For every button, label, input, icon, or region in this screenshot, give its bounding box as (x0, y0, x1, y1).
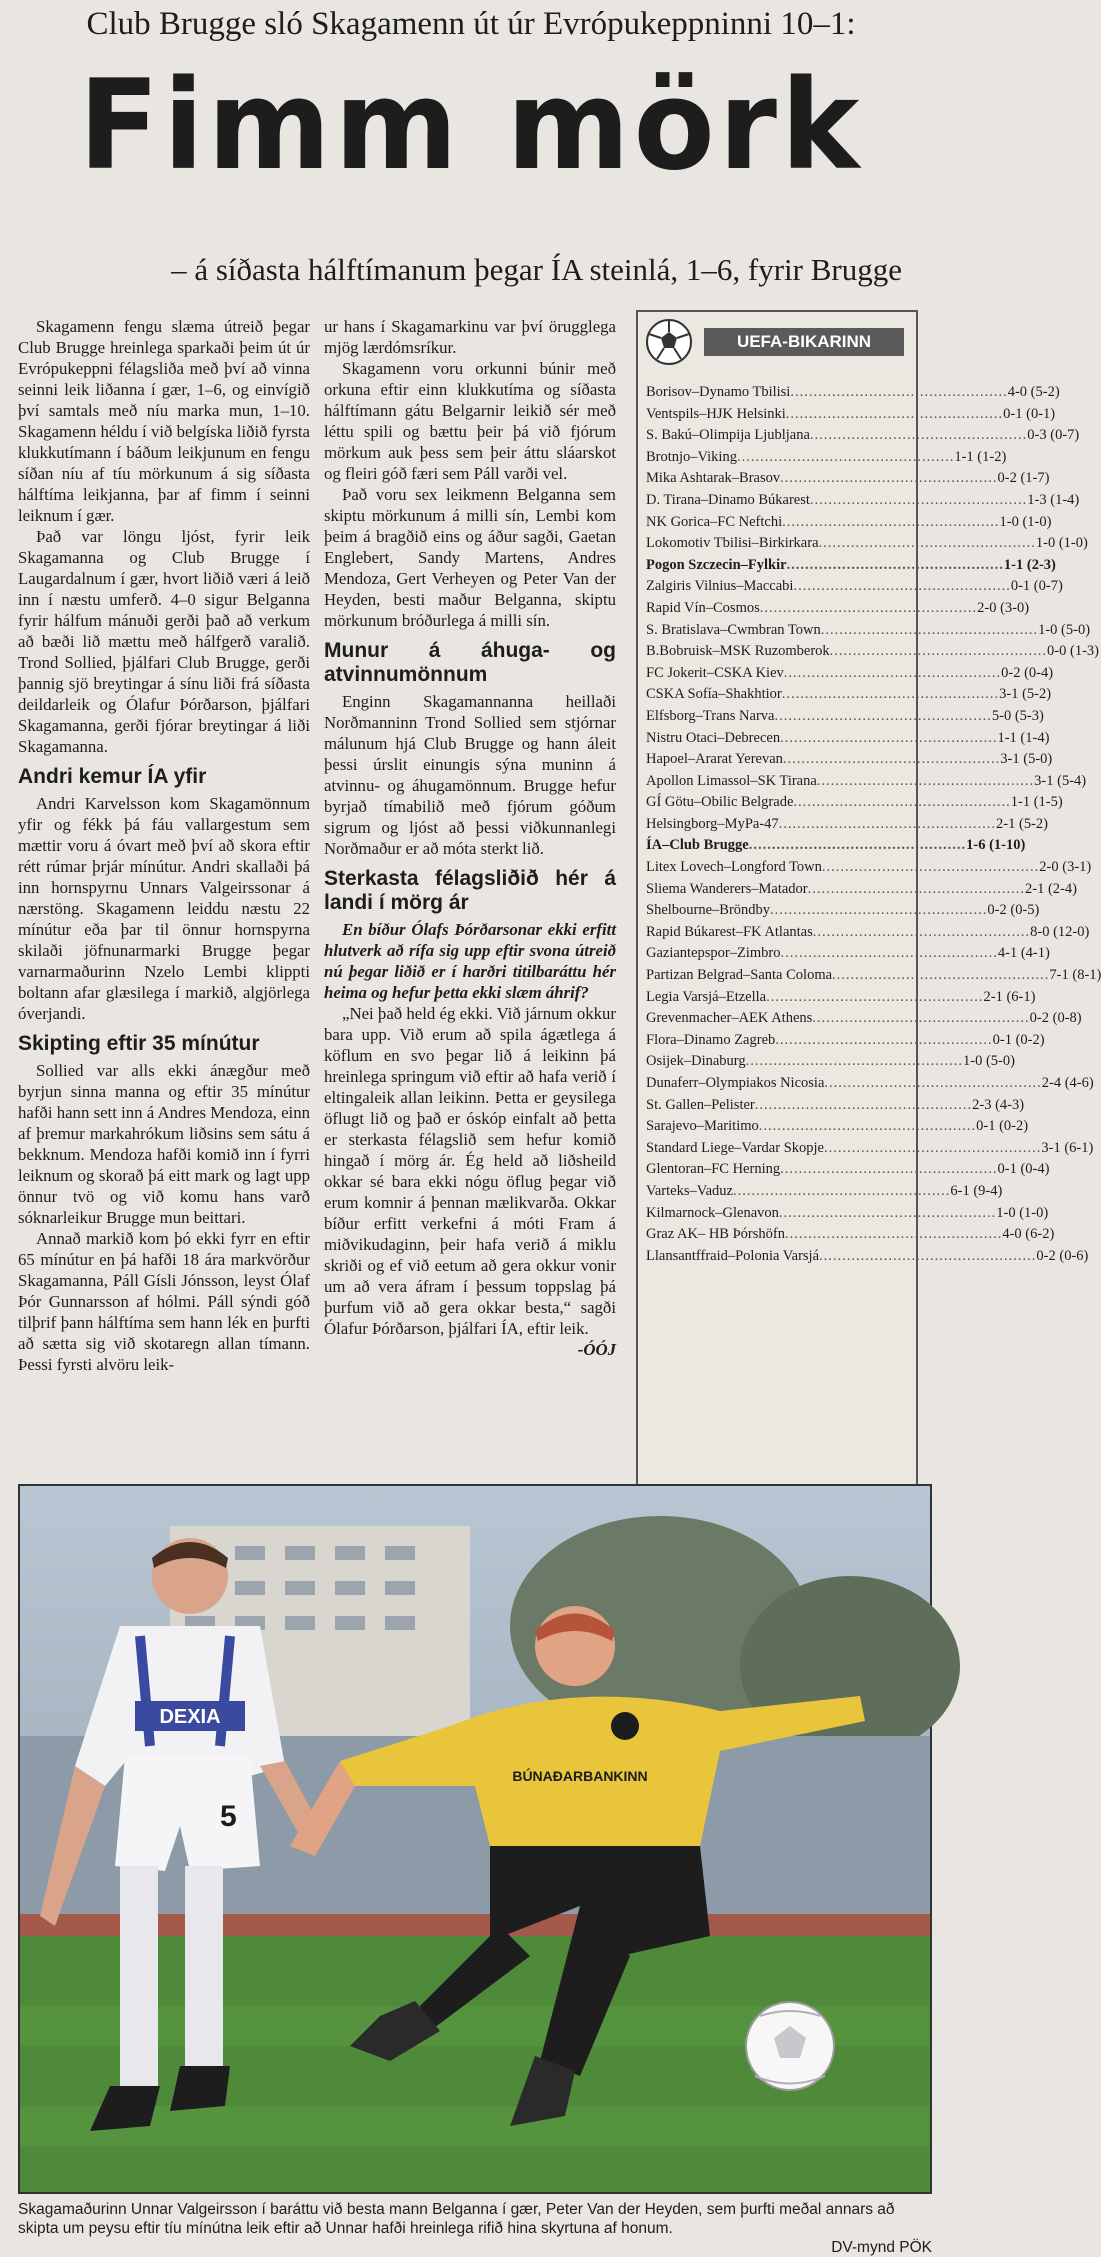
result-score: 1-1 (1-4) (997, 729, 1050, 746)
result-match: Llansantffraid–Polonia Varsjá (646, 1247, 820, 1264)
dot-leader (782, 512, 999, 534)
dot-leader (755, 1095, 972, 1117)
result-match: Litex Lovech–Longford Town (646, 859, 822, 876)
result-score: 2-0 (3-0) (977, 599, 1030, 616)
result-row (646, 792, 1063, 814)
result-score: 3-1 (5-0) (1000, 751, 1053, 768)
result-row (646, 1224, 1055, 1246)
dot-leader (813, 922, 1030, 944)
result-row (646, 598, 1030, 620)
result-row (646, 706, 1044, 728)
result-score: 0-0 (1-3) (1047, 643, 1099, 660)
dot-leader (819, 1246, 1036, 1268)
section-heading: Munur á áhuga- og atvinnumönnum (324, 639, 616, 686)
result-match: Pogon Szczecin–Fylkir (646, 556, 787, 573)
result-match: Glentoran–FC Herning (646, 1161, 781, 1178)
result-match: NK Gorica–FC Neftchi (646, 513, 783, 530)
soccer-ball (746, 2002, 834, 2090)
paragraph: ur hans í Skagamarkinu var því örugglega mjög lærdómsríkur. (324, 317, 616, 357)
result-score: 2-1 (6-1) (983, 988, 1036, 1005)
result-row (646, 1203, 1049, 1225)
result-match: Borisov–Dynamo Tbilisi (646, 384, 791, 400)
result-score: 4-0 (6-2) (1002, 1226, 1055, 1243)
result-score: 1-6 (1-10) (966, 837, 1026, 854)
shirt-number: 5 (220, 1800, 237, 1833)
article-column-2 (324, 316, 616, 1360)
result-row (646, 835, 1026, 857)
headline: Fimm mörk (78, 52, 864, 198)
uefa-banner (644, 318, 910, 366)
result-row (646, 1073, 1094, 1095)
dot-leader (790, 382, 1007, 404)
result-match: Osijek–Dinaburg (646, 1053, 746, 1070)
result-score: 1-0 (5-0) (963, 1053, 1015, 1070)
result-row (646, 879, 1077, 901)
soccer-ball-icon (644, 318, 696, 366)
paragraph: Það voru sex leikmenn Belganna sem skiptu mörkunum á milli sín, Lembi kom þeim á bragðið eins og áður sagði, Gaetan Englebert, Sandy Martens, Andres Mendoza, Gert Verheyen og Peter Van der Heyden, besti maður Belganna, skiptu mörkunum bróðurlega á milli sín. (324, 485, 616, 630)
dot-leader (787, 555, 1004, 577)
section-heading: Skipting eftir 35 mínútur (18, 1032, 260, 1055)
result-match: Legia Varsjá–Etzella (646, 988, 767, 1005)
uefa-results-box (636, 310, 1101, 1586)
result-match: ÍA–Club Brugge (646, 837, 749, 854)
result-match: Grevenmacher–AEK Athens (646, 1010, 813, 1027)
result-match: Mika Ashtarak–Brasov (646, 470, 781, 487)
result-match: Rapid Vín–Cosmos (646, 599, 760, 616)
result-score: 4-1 (4-1) (997, 945, 1050, 962)
dot-leader (779, 1203, 996, 1225)
result-match: Zalgiris Vilnius–Maccabi (646, 578, 794, 595)
dot-leader (832, 965, 1049, 987)
result-row (646, 1138, 1094, 1160)
result-score: 6-1 (9-4) (950, 1182, 1003, 1199)
paragraph: Annað markið kom þó ekki fyrr en eftir 65 mínútur en þá hafði 18 ára markvörður Skagamanna, Páll Gísli Jónsson, leyst Ólaf Þór Gunnarsson af hólmi. Páll sýndi góð tilþrif þann hálftíma sem hann lék en þurfti að sætta sig við skotaregn allan tímann. Þessi fyrsti alvöru leik- (18, 1229, 310, 1374)
result-row (646, 468, 1050, 490)
result-match: Lokomotiv Tbilisi–Birkirkara (646, 535, 819, 552)
result-score: 1-0 (1-0) (996, 1204, 1049, 1221)
dot-leader (746, 1051, 963, 1073)
result-match: FC Jokerit–CSKA Kiev (646, 664, 784, 681)
dot-leader (774, 706, 991, 728)
result-row (646, 663, 1054, 685)
dot-leader (770, 900, 987, 922)
kicker: Club Brugge sló Skagamenn út úr Evrópukeppninni 10–1: (86, 6, 856, 42)
dot-leader (749, 835, 966, 857)
result-row (646, 771, 1087, 793)
result-score: 0-1 (0-1) (1003, 405, 1056, 422)
paragraph: Sollied var alls ekki ánægður með byrjun sinna manna og eftir 35 mínútur hafði hann sett inn á Andres Mendoza, einn af þremur markahrókum liðsins sem sátu á bekknum. Mendoza hafði komið inn í fyrri leiknum og skorað þá eitt mark og lagt upp önnur tvö og við komu hans varð sóknarleikur Brugge mun beittari. (18, 1061, 310, 1227)
result-score: 0-1 (0-2) (976, 1118, 1029, 1135)
dot-leader (760, 598, 977, 620)
dot-leader (766, 987, 983, 1009)
result-match: St. Gallen–Pelister (646, 1096, 755, 1113)
result-row (646, 900, 1040, 922)
subheadline: – á síðasta hálftímanum þegar ÍA steinlá, 1–6, fyrir Brugge (171, 252, 902, 287)
result-score: 4-0 (5-2) (1007, 384, 1060, 400)
result-score: 3-1 (6-1) (1041, 1139, 1094, 1156)
dot-leader (817, 771, 1034, 793)
result-score: 1-0 (1-0) (1035, 535, 1088, 552)
result-score: 5-0 (5-3) (991, 707, 1044, 724)
result-row (646, 1246, 1089, 1268)
dot-leader (782, 684, 999, 706)
shirt-sponsor-bunadarbankinn: BÚNAÐARBANKINN (512, 1768, 648, 1784)
result-row (646, 1116, 1029, 1138)
result-match: Helsingborg–MyPa-47 (646, 815, 779, 832)
results-list (646, 382, 1101, 1267)
result-row (646, 965, 1101, 987)
result-score: 0-3 (0-7) (1027, 427, 1080, 444)
result-match: Nistru Otaci–Debrecen (646, 729, 781, 746)
result-score: 0-1 (0-7) (1010, 578, 1063, 595)
paragraph: Andri Karvelsson kom Skagamönnum yfir og fékk þá fáu vallargestum sem mættir voru á óvart með því að skora eftir rétt rúmar þrjár mínútur. Andri skallaði þá inn hornspyrnu Unnars Valgeirssonar á nærstöng. Skagamenn leiddu næstu 22 mínútur eða þar til önnur hornspyrna skilaði jöfnunarmarki Brugge þegar varnarmaðurinn Nzelo Lembi klippti boltann afar glæsilega í markið, algjörlega óverjandi. (18, 794, 310, 1023)
result-score: 1-0 (1-0) (999, 513, 1052, 530)
result-row (646, 1095, 1025, 1117)
paragraph: „Nei það held ég ekki. Við járnum okkur bara upp. Við erum að spila ágætlega á köflum en svo þegar lið á leikinn þá hreinlega springum við eftir að hafa verið í eltingaleik allan leikinn. Þetta er geysilega öflugt lið og það er óskóp einfalt að þetta er sterkasta félagslið sem hefur komið hingað í mörg ár. Ég held að liðsheild okkar sé bara ekki nógu öflug þegar við erum komnir á þennan mælikvarða. Okkar bíður erfitt verkefni á móti Fram á miðvikudaginn, þeir hafa verið á miklu skriði og ef við eetum að gera okkur vonir um að vera áfram í þessum toppslag þá þurfum við að gera okkar besta,“ sagði Ólafur Þórðarson, þjálfari ÍA, eftir leik. (324, 1004, 616, 1338)
dot-leader (737, 447, 954, 469)
dot-leader (780, 468, 997, 490)
paragraph: Það var löngu ljóst, fyrir leik Skagamanna og Club Brugge í Laugardalnum í gær, hvort liðið væri á leið inn í næstu umferð. 4–0 sigur Belganna fyrir hálfum mánuði gerði það að verkum að bæði lið mættu með hálfgerð varalið. Trond Sollied, þjálfari Club Brugge, gerði þannig sjö breytingar á sínu liði frá síðasta deildarleik og Ólafur Þórðarson, þjálfari Skagamanna, gerði fjórar breytingar á liði Skagamanna. (18, 527, 310, 756)
result-match: Brotnjo–Viking (646, 448, 737, 465)
result-score: 0-1 (0-4) (997, 1161, 1050, 1178)
dot-leader (821, 620, 1038, 642)
result-row (646, 533, 1088, 555)
shirt-sponsor-dexia: DEXIA (159, 1706, 221, 1728)
result-row (646, 1051, 1015, 1073)
section-heading: Andri kemur ÍA yfir (18, 765, 207, 788)
result-row (646, 576, 1063, 598)
result-match: Shelbourne–Bröndby (646, 902, 771, 919)
dot-leader (780, 1159, 997, 1181)
result-row (646, 447, 1007, 469)
dot-leader (779, 814, 996, 836)
result-score: 7-1 (8-1) (1049, 967, 1101, 984)
result-score: 1-1 (2-3) (1003, 556, 1056, 573)
photo-credit: DV-mynd PÖK (831, 2239, 932, 2256)
paragraph: Enginn Skagamannanna heillaði Norðmanninn Trond Sollied sem stjórnar málunum hjá Club Brugge og hann áleit þessi úrslit einungis sýna muninn á atvinnu- og áhugamönnum. Brugge hefur byrjað tímabilið með fjórum góðum sigrum og ljóst að þessi viðkunnanlegi Norðmaður er að móta sterkt lið. (324, 692, 616, 858)
result-row (646, 555, 1056, 577)
result-row (646, 684, 1052, 706)
result-row (646, 512, 1052, 534)
dot-leader (812, 1008, 1029, 1030)
uefa-title: UEFA-BIKARINN (704, 328, 904, 356)
dot-leader (824, 1138, 1041, 1160)
result-score: 0-2 (0-8) (1029, 1010, 1082, 1027)
dot-leader (810, 425, 1027, 447)
result-score: 2-1 (2-4) (1025, 880, 1077, 897)
result-match: Ventspils–HJK Helsinki (646, 405, 786, 422)
result-score: 3-1 (5-2) (999, 686, 1052, 703)
byline: -ÓÓJ (577, 1340, 616, 1359)
result-score: 0-2 (0-4) (1001, 664, 1054, 681)
result-match: Graz AK– HB Þórshöfn (646, 1226, 785, 1243)
result-row (646, 857, 1092, 879)
result-row (646, 1159, 1050, 1181)
result-match: Sarajevo–Maritimo (646, 1118, 759, 1135)
paragraph: Skagamenn fengu slæma útreið þegar Club Brugge hreinlega sparkaði þeim út úr Evrópukeppni félagsliða með því að vinna seinni leik liðanna í gær, 1–6, og einvígið því samtals með níu marka mun, 1–10. Skagamenn héldu í við belgíska liðið fyrsta klukkutímann í báðum leikjunum en fengu síðan níu af tíu mörkunum á sig síðasta hálftíma leikjanna, þar af fimm í seinni leiknum í gær. (18, 317, 310, 525)
result-score: 3-1 (5-4) (1034, 772, 1087, 789)
result-score: 2-4 (4-6) (1041, 1075, 1094, 1091)
photo-caption (18, 2200, 932, 2256)
result-match: Elfsborg–Trans Narva (646, 707, 775, 724)
dot-leader (786, 404, 1003, 426)
result-row (646, 425, 1080, 447)
result-score: 8-0 (12-0) (1030, 923, 1090, 940)
result-row (646, 641, 1099, 663)
result-match: S. Bakú–Olimpija Ljubljana (646, 427, 810, 444)
dot-leader (793, 576, 1010, 598)
result-row (646, 620, 1091, 642)
result-score: 0-2 (0-5) (987, 902, 1040, 919)
result-row (646, 987, 1036, 1009)
dot-leader (780, 728, 997, 750)
dot-leader (824, 1073, 1041, 1095)
dot-leader (783, 749, 1000, 771)
result-row (646, 382, 1060, 404)
result-match: Apollon Limassol–SK Tirana (646, 772, 817, 789)
dot-leader (808, 879, 1025, 901)
result-match: GÍ Götu–Obilic Belgrade (646, 794, 794, 811)
result-row (646, 404, 1056, 426)
result-match: Standard Liege–Vardar Skopje (646, 1139, 824, 1156)
result-score: 2-3 (4-3) (972, 1096, 1025, 1113)
result-row (646, 814, 1048, 836)
result-match: Dunaferr–Olympiakos Nicosia (646, 1075, 825, 1091)
result-score: 1-1 (1-5) (1010, 794, 1063, 811)
dot-leader (822, 857, 1039, 879)
result-match: Kilmarnock–Glenavon (646, 1204, 779, 1221)
result-match: B.Bobruisk–MSK Ruzomberok (646, 643, 830, 660)
result-row (646, 490, 1080, 512)
result-match: D. Tirana–Dinamo Búkarest (646, 491, 810, 508)
interview-question: En bíður Ólafs Þórðarsonar ekki erfitt hlutverk að rífa sig upp eftir svona útreið nú þegar liðið er í harðri titilbaráttu hér heima og hefur þetta ekki slæm áhrif? (324, 920, 616, 1002)
caption-text: Skagamaðurinn Unnar Valgeirsson í baráttu við besta mann Belganna í gær, Peter Van der Heyden, sem þurfti meðal annars að skipta um peysu eftir tíu mínútna leik eftir að Unnar hafði hreinlega rifið hina skyrtuna af honum. (18, 2201, 895, 2237)
result-row (646, 728, 1050, 750)
result-match: Sliema Wanderers–Matador (646, 880, 808, 897)
result-match: Partizan Belgrad–Santa Coloma (646, 967, 833, 984)
dot-leader (733, 1181, 950, 1203)
result-score: 2-0 (3-1) (1039, 859, 1092, 876)
result-score: 0-1 (0-2) (992, 1031, 1045, 1048)
result-match: Hapoel–Ararat Yerevan (646, 751, 783, 768)
result-score: 1-3 (1-4) (1027, 491, 1080, 508)
result-row (646, 1181, 1003, 1203)
result-match: S. Bratislava–Cwmbran Town (646, 621, 821, 638)
dot-leader (775, 1030, 992, 1052)
match-photo-illustration (20, 1486, 930, 2192)
result-row (646, 922, 1090, 944)
result-match: Gaziantepspor–Zimbro (646, 945, 781, 962)
match-photo (18, 1484, 932, 2194)
result-match: CSKA Sofía–Shakhtior (646, 686, 782, 703)
dot-leader (781, 943, 998, 965)
result-row (646, 1030, 1045, 1052)
dot-leader (784, 663, 1001, 685)
dot-leader (810, 490, 1027, 512)
result-row (646, 1008, 1082, 1030)
result-match: Rapid Búkarest–FK Atlantas (646, 923, 813, 940)
dot-leader (759, 1116, 976, 1138)
dot-leader (785, 1224, 1002, 1246)
dot-leader (830, 641, 1047, 663)
result-score: 2-1 (5-2) (996, 815, 1048, 832)
result-match: Flora–Dinamo Zagreb (646, 1031, 776, 1048)
result-row (646, 749, 1053, 771)
dot-leader (793, 792, 1010, 814)
result-match: Varteks–Vaduz (646, 1182, 733, 1199)
dot-leader (819, 533, 1036, 555)
article-column-1 (18, 316, 310, 1375)
result-row (646, 943, 1050, 965)
result-score: 0-2 (0-6) (1036, 1247, 1089, 1264)
result-score: 1-0 (5-0) (1038, 621, 1091, 638)
result-score: 1-1 (1-2) (954, 448, 1007, 465)
section-heading: Sterkasta félagsliðið hér á landi í mörg ár (324, 867, 616, 914)
paragraph: Skagamenn voru orkunni búnir með orkuna eftir einn klukkutíma og síðasta hálftímann gátu Belgarnir leikið sér með léttu spili og bættu þeir þá við fjórum mörkum auk þess sem þeir áttu sláarskot og fleiri góð færi sem Páll varði vel. (324, 359, 616, 483)
result-score: 0-2 (1-7) (997, 470, 1050, 487)
